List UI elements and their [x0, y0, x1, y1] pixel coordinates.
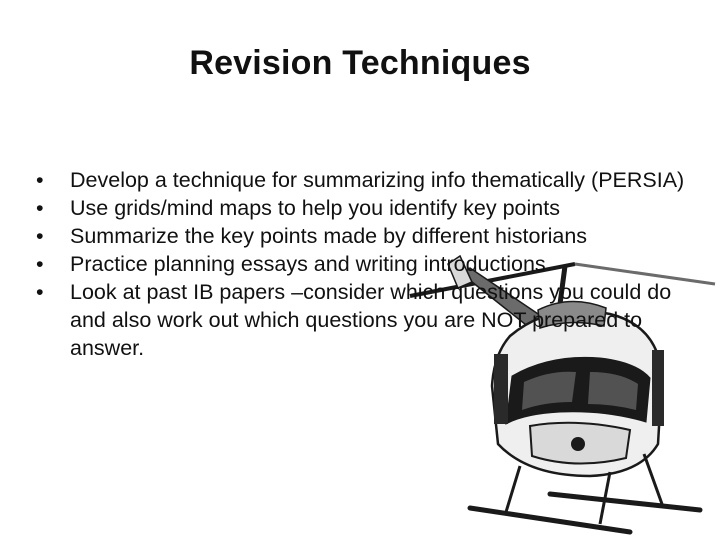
bullet-text: Look at past IB papers –consider which questions you could do and also work out which questions you are NOT prepared to answer.: [70, 280, 672, 360]
list-item: [36, 194, 696, 222]
bullet-list: [36, 166, 696, 362]
bullet-glyph: •: [36, 168, 44, 192]
bullet-glyph: •: [36, 196, 44, 220]
bullet-text: Summarize the key points made by different historians: [70, 224, 588, 248]
bullet-glyph: •: [36, 280, 44, 304]
bullet-text: Develop a technique for summarizing info thematically (PERSIA): [70, 168, 685, 192]
bullet-text: Practice planning essays and writing introductions: [70, 252, 546, 276]
list-item: [36, 278, 696, 362]
bullet-glyph: •: [36, 252, 44, 276]
bullet-glyph: •: [36, 224, 44, 248]
list-item: [36, 250, 696, 278]
list-item: [36, 222, 696, 250]
slide-title: Revision Techniques: [189, 44, 531, 82]
bullet-text: Use grids/mind maps to help you identify key points: [70, 196, 560, 220]
list-item: [36, 166, 696, 194]
